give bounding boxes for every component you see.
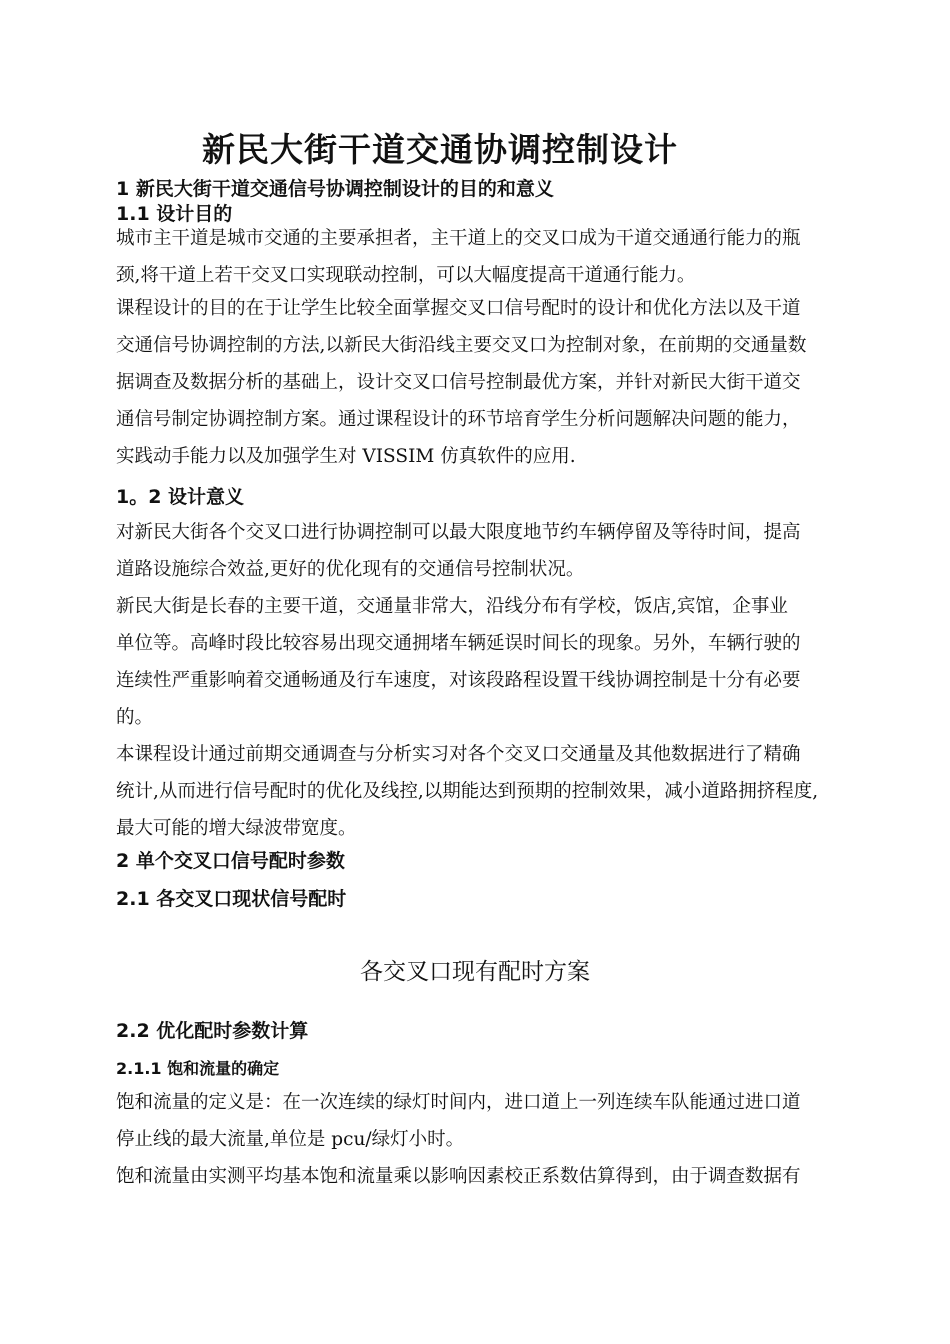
paragraph-line: 道路设施综合效益,更好的优化现有的交通信号控制状况。 [116,559,585,580]
paragraph-line: 城市主干道是城市交通的主要承担者，主干道上的交叉口成为干道交通通行能力的瓶 [116,228,801,249]
section-1-2-heading: 1。2 设计意义 [116,486,245,508]
paragraph-line: 对新民大街各个交叉口进行协调控制可以最大限度地节约车辆停留及等待时间，提高 [116,522,801,543]
paragraph-line: 课程设计的目的在于让学生比较全面掌握交叉口信号配时的设计和优化方法以及干道 [116,298,801,319]
paragraph-line: 通信号制定协调控制方案。通过课程设计的环节培育学生分析问题解决问题的能力， [116,409,801,430]
paragraph-7 [116,1158,838,1195]
paragraph-line: 最大可能的增大绿波带宽度。 [116,818,357,839]
paragraph-line: 新民大街是长春的主要干道，交通量非常大，沿线分布有学校，饭店,宾馆，企事业 [116,596,788,617]
section-2-1-1-heading: 2.1.1 饱和流量的确定 [116,1059,280,1078]
paragraph-6 [116,1084,838,1158]
paragraph-line: 实践动手能力以及加强学生对 VISSIM 仿真软件的应用. [116,446,576,467]
document-title: 新民大街干道交通协调控制设计 [202,130,678,169]
paragraph-line: 颈,将干道上若干交叉口实现联动控制，可以大幅度提高干道通行能力。 [116,265,696,286]
paragraph-line: 据调查及数据分析的基础上，设计交叉口信号控制最优方案，并针对新民大街干道交 [116,372,801,393]
paragraph-line: 交通信号协调控制的方法,以新民大街沿线主要交叉口为控制对象，在前期的交通量数 [116,335,807,356]
section-1-heading: 1 新民大街干道交通信号协调控制设计的目的和意义 [116,178,554,200]
paragraph-line: 统计,从而进行信号配时的优化及线控,以期能达到预期的控制效果，减小道路拥挤程度, [116,781,819,802]
paragraph-line: 饱和流量由实测平均基本饱和流量乘以影响因素校正系数估算得到，由于调查数据有 [116,1166,801,1187]
paragraph-1 [116,220,838,294]
section-2-1-heading: 2.1 各交叉口现状信号配时 [116,888,347,910]
paragraph-line: 停止线的最大流量,单位是 pcu/绿灯小时。 [116,1129,465,1150]
paragraph-2 [116,290,838,475]
paragraph-3 [116,514,838,588]
section-2-2-heading: 2.2 优化配时参数计算 [116,1020,309,1042]
paragraph-line: 本课程设计通过前期交通调查与分析实习对各个交叉口交通量及其他数据进行了精确 [116,744,801,765]
paragraph-4 [116,588,838,736]
section-1-1-heading: 1.1 设计目的 [116,203,233,225]
paragraph-line: 单位等。高峰时段比较容易出现交通拥堵车辆延误时间长的现象。另外，车辆行驶的 [116,633,801,654]
table-title: 各交叉口现有配时方案 [360,959,590,985]
paragraph-5 [116,736,838,847]
section-2-heading: 2 单个交叉口信号配时参数 [116,850,345,872]
paragraph-line: 连续性严重影响着交通畅通及行车速度，对该段路程设置干线协调控制是十分有必要 [116,670,801,691]
paragraph-line: 饱和流量的定义是：在一次连续的绿灯时间内，进口道上一列连续车队能通过进口道 [116,1092,801,1113]
paragraph-line: 的。 [116,707,154,728]
